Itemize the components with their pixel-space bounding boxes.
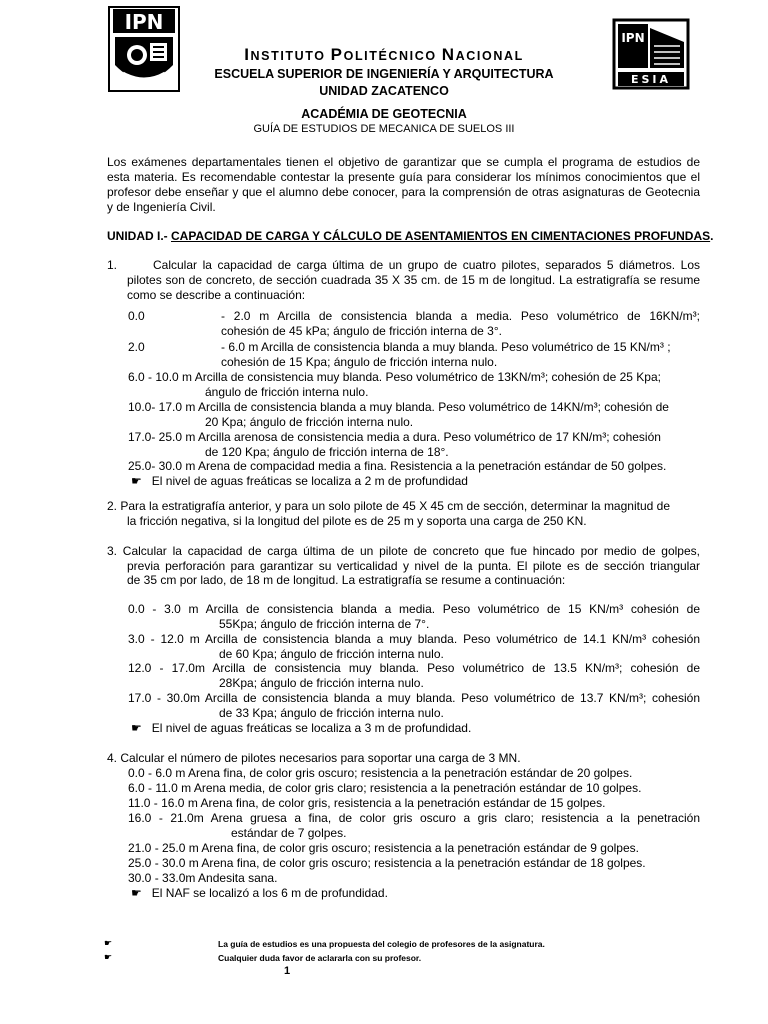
q4-layer-line: 25.0 - 30.0 m Arena fina, de color gris oscuro; resistencia a la penetración estándar de 18 golpes. xyxy=(128,856,646,870)
q3-note: ☛ El nivel de aguas freáticas se localiza a 3 m de profundidad. xyxy=(131,721,472,735)
q3-layer-line: de 60 Kpa; ángulo de fricción interna nulo. xyxy=(219,647,444,661)
q1-layer-depth: 2.0 xyxy=(128,340,145,354)
institute-name: INSTITUTO POLITÉCNICO NACIONAL xyxy=(244,45,524,64)
esia-logo xyxy=(612,18,690,90)
pointing-hand-icon: ☛ xyxy=(131,474,142,488)
pointing-hand-icon: ☛ xyxy=(131,886,142,900)
q3-line: de 35 cm por lado, de 18 m de longitud. La estratigrafía se resume a continuación: xyxy=(127,573,566,587)
pointing-hand-icon: ☛ xyxy=(104,938,113,948)
q4-layer-line: 16.0 - 21.0m Arena gruesa a fina, de color gris oscuro a gris claro; resistencia a la penetración xyxy=(128,811,700,825)
logo-left-text: IPN xyxy=(124,10,164,34)
q3-layer-line: 17.0 - 30.0m Arcilla de consistencia blanda a muy blanda. Peso volumétrico de 13.7 KN/m³; cohesión xyxy=(128,691,700,705)
q3-layer-line: 0.0 - 3.0 m Arcilla de consistencia blanda a media. Peso volumétrico de 15 KN/m³ cohesión de xyxy=(128,602,700,616)
footer-line: La guía de estudios es una propuesta del colegio de profesores de la asignatura. xyxy=(218,939,545,949)
q3-layer-line: de 33 Kpa; ángulo de fricción interna nulo. xyxy=(219,706,444,720)
q3-layer-line: 55Kpa; ángulo de fricción interna de 7°. xyxy=(219,617,430,631)
q1-layer-line: - 6.0 m Arcilla de consistencia blanda a muy blanda. Peso volumétrico de 15 KN/m³ ; xyxy=(221,340,671,354)
intro-paragraph: Los exámenes departamentales tienen el objetivo de garantizar que se cumpla el programa de estudios de esta materia. Es recomendable contestar la presente guía para considerar los mínimos conocimientos que el profesor debe enseñar y que el alumno debe conocer, para la comprensión de otras asignaturas de Geotecnia y de Ingeniería Civil. xyxy=(107,155,700,214)
q1-layer-line: ángulo de fricción interna nulo. xyxy=(205,385,369,399)
q1-number: 1. xyxy=(107,258,118,272)
q2-line: 2. Para la estratigrafía anterior, y para un solo pilote de 45 X 45 cm de sección, determinar la magnitud de xyxy=(107,499,670,513)
q1-layer-line: - 2.0 m Arcilla de consistencia blanda a media. Peso volumétrico de 16KN/m³; xyxy=(221,309,700,323)
logo-right-top-text: IPN xyxy=(621,31,645,45)
footer-line: Cualquier duda favor de aclararla con su profesor. xyxy=(218,953,422,963)
unit-name: UNIDAD ZACATENCO xyxy=(319,84,449,98)
q3-layer-line: 28Kpa; ángulo de fricción interna nulo. xyxy=(219,676,424,690)
academy-name: ACADÉMIA DE GEOTECNIA xyxy=(301,107,467,121)
q1-layer-line: de 120 Kpa; ángulo de fricción interna de 18°. xyxy=(205,445,449,459)
q3-layer-line: 12.0 - 17.0m Arcilla de consistencia muy blanda. Peso volumétrico de 13.5 KN/m³; cohesión de xyxy=(128,661,700,675)
school-name: ESCUELA SUPERIOR DE INGENIERÍA Y ARQUITECTURA xyxy=(214,67,554,81)
guide-title: GUÍA DE ESTUDIOS DE MECANICA DE SUELOS III xyxy=(253,123,515,135)
q4-layer-line: 21.0 - 25.0 m Arena fina, de color gris oscuro; resistencia a la penetración estándar de 9 golpes. xyxy=(128,841,639,855)
unit-heading: UNIDAD I.- CAPACIDAD DE CARGA Y CÁLCULO DE ASENTAMIENTOS EN CIMENTACIONES PROFUNDAS. xyxy=(107,229,714,243)
q4-line: 4. Calcular el número de pilotes necesarios para soportar una carga de 3 MN. xyxy=(107,751,521,765)
q4-layer-line: 0.0 - 6.0 m Arena fina, de color gris oscuro; resistencia a la penetración estándar de 20 golpes. xyxy=(128,766,633,780)
q1-layer-line: cohesión de 45 kPa; ángulo de fricción interna de 3°. xyxy=(221,324,502,338)
q1-layer-row: 6.0 - 10.0 m Arcilla de consistencia muy blanda. Peso volumétrico de 13KN/m³; cohesión de 25 Kpa; xyxy=(128,370,661,384)
pointing-hand-icon: ☛ xyxy=(104,952,113,962)
q1-layer-depth: 0.0 xyxy=(128,309,145,323)
q1-note: ☛ El nivel de aguas freáticas se localiza a 2 m de profundidad xyxy=(131,474,468,488)
q4-layer-line: estándar de 7 golpes. xyxy=(231,826,347,840)
q1-layer-line: 20 Kpa; ángulo de fricción interna nulo. xyxy=(205,415,414,429)
q4-layer-line: 30.0 - 33.0m Andesita sana. xyxy=(128,871,278,885)
q4-note: ☛ El NAF se localizó a los 6 m de profundidad. xyxy=(131,886,388,900)
q1-layer-row: 17.0- 25.0 m Arcilla arenosa de consistencia media a dura. Peso volumétrico de 17 KN/m³; cohesión xyxy=(128,430,661,444)
q4-layer-line: 6.0 - 11.0 m Arena media, de color gris claro; resistencia a la penetración estándar de 10 golpes. xyxy=(128,781,642,795)
q3-layer-line: 3.0 - 12.0 m Arcilla de consistencia blanda a muy blanda. Peso volumétrico de 14.1 KN/m³ cohesión xyxy=(128,632,700,646)
q3-line: previa perforación para garantizar su verticalidad y nivel de la punta. El pilote es de sección triangular xyxy=(127,559,700,573)
logo-right-bottom-text: ESIA xyxy=(630,73,672,86)
q1-layer-line: cohesión de 15 Kpa; ángulo de fricción interna nulo. xyxy=(221,355,498,369)
q1-layer-row: 25.0- 30.0 m Arena de compacidad media a fina. Resistencia a la penetración estándar de 50 golpes. xyxy=(128,459,667,473)
q2-line: la fricción negativa, si la longitud del pilote es de 25 m y soporta una carga de 250 KN. xyxy=(127,514,587,528)
q3-line: 3. Calcular la capacidad de carga última de un pilote de concreto que fue hincado por medio de golpes, xyxy=(107,544,700,558)
q1-layer-row: 10.0- 17.0 m Arcilla de consistencia blanda a muy blanda. Peso volumétrico de 14KN/m³; cohesión de xyxy=(128,400,669,414)
q1-text: Calcular la capacidad de carga última de un grupo de cuatro pilotes, separados 5 diámetros. Los pilotes son de concreto, de sección cuadrada 35 X 35 cm. de 15 m de longitud. La estratigrafía se resume como se describe a continuación: xyxy=(127,258,700,302)
page-number: 1 xyxy=(284,965,291,977)
q4-layer-line: 11.0 - 16.0 m Arena fina, de color gris, resistencia a la penetración estándar de 15 golpes. xyxy=(128,796,606,810)
pointing-hand-icon: ☛ xyxy=(131,721,142,735)
